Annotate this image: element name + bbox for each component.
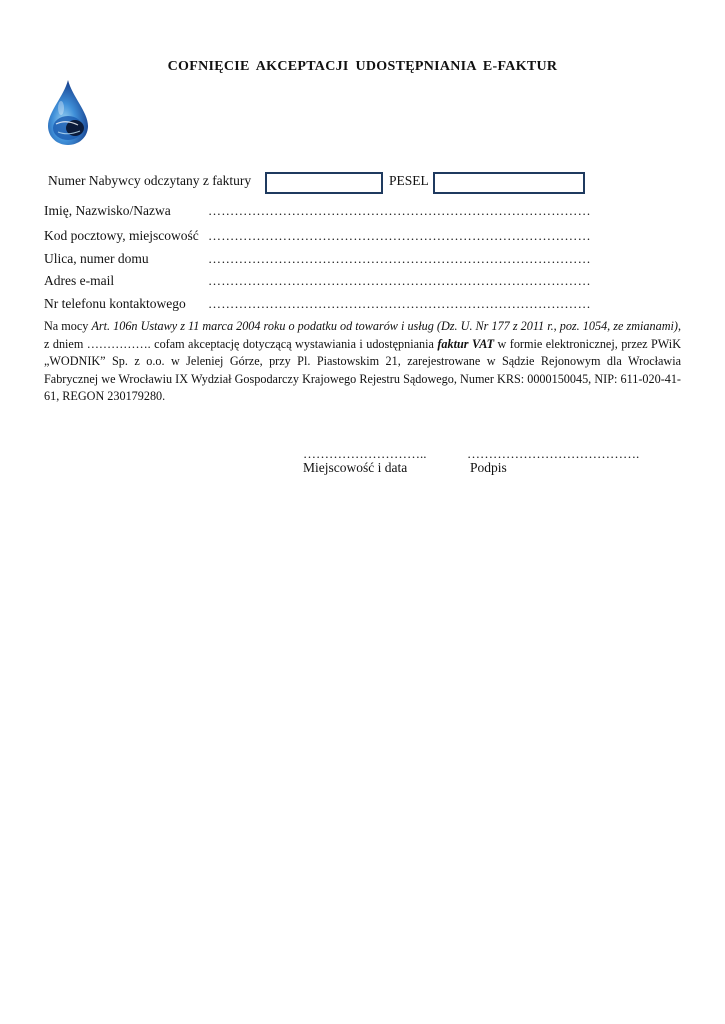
- place-date-field[interactable]: ………………………..: [303, 446, 427, 461]
- email-field[interactable]: ……………………………………………………………………………: [208, 273, 591, 288]
- paragraph-text-3: w formie elektronicznej, przez PWiK „WODNIK” Sp. z o.o. w Jeleniej Górze, przy Pl. Piastowskim 21, zarejestrowane w Sądzie Rejonowym dla Wrocławia Fabrycznej we Wrocławiu IX Wydział Gospodarczy Krajowego Rejestru Sądowego, Numer KRS: 0000150045, NIP: 611-020-41-61, REGON 230179280.: [44, 336, 681, 403]
- street-label: Ulica, numer domu: [44, 251, 149, 266]
- legal-paragraph: [44, 318, 681, 406]
- buyer-number-field[interactable]: [265, 172, 383, 194]
- document-title: COFNIĘCIE AKCEPTACJI UDOSTĘPNIANIA E-FAKTUR: [167, 59, 558, 74]
- signature-field[interactable]: ………………………………….: [467, 446, 640, 461]
- paragraph-text-1: Na mocy: [44, 319, 92, 333]
- place-date-label: Miejscowość i data: [303, 460, 408, 475]
- email-label: Adres e-mail: [44, 273, 115, 288]
- phone-label: Nr telefonu kontaktowego: [44, 296, 186, 311]
- postal-field[interactable]: ……………………………………………………………………………: [208, 228, 591, 243]
- name-label: Imię, Nazwisko/Nazwa: [44, 203, 171, 218]
- pesel-field[interactable]: [433, 172, 585, 194]
- paragraph-text-2: , z dniem ……………. cofam akceptację dotyczącą wystawiania i udostępniania: [44, 319, 682, 351]
- signature-label: Podpis: [470, 460, 507, 475]
- buyer-number-label: Numer Nabywcy odczytany z faktury: [48, 173, 252, 188]
- postal-label: Kod pocztowy, miejscowość: [44, 228, 199, 243]
- water-drop-logo-icon: [44, 78, 92, 146]
- paragraph-law-reference: Art. 106n Ustawy z 11 marca 2004 roku o podatku od towarów i usług (Dz. U. Nr 177 z 2011 r., poz. 1054, ze zmianami): [91, 319, 678, 333]
- pesel-label: PESEL: [389, 173, 429, 188]
- phone-field[interactable]: ……………………………………………………………………………: [208, 296, 591, 311]
- street-field[interactable]: ……………………………………………………………………………: [208, 251, 591, 266]
- name-field[interactable]: ……………………………………………………………………………: [208, 203, 591, 218]
- paragraph-invoice-type: faktur VAT: [437, 336, 495, 351]
